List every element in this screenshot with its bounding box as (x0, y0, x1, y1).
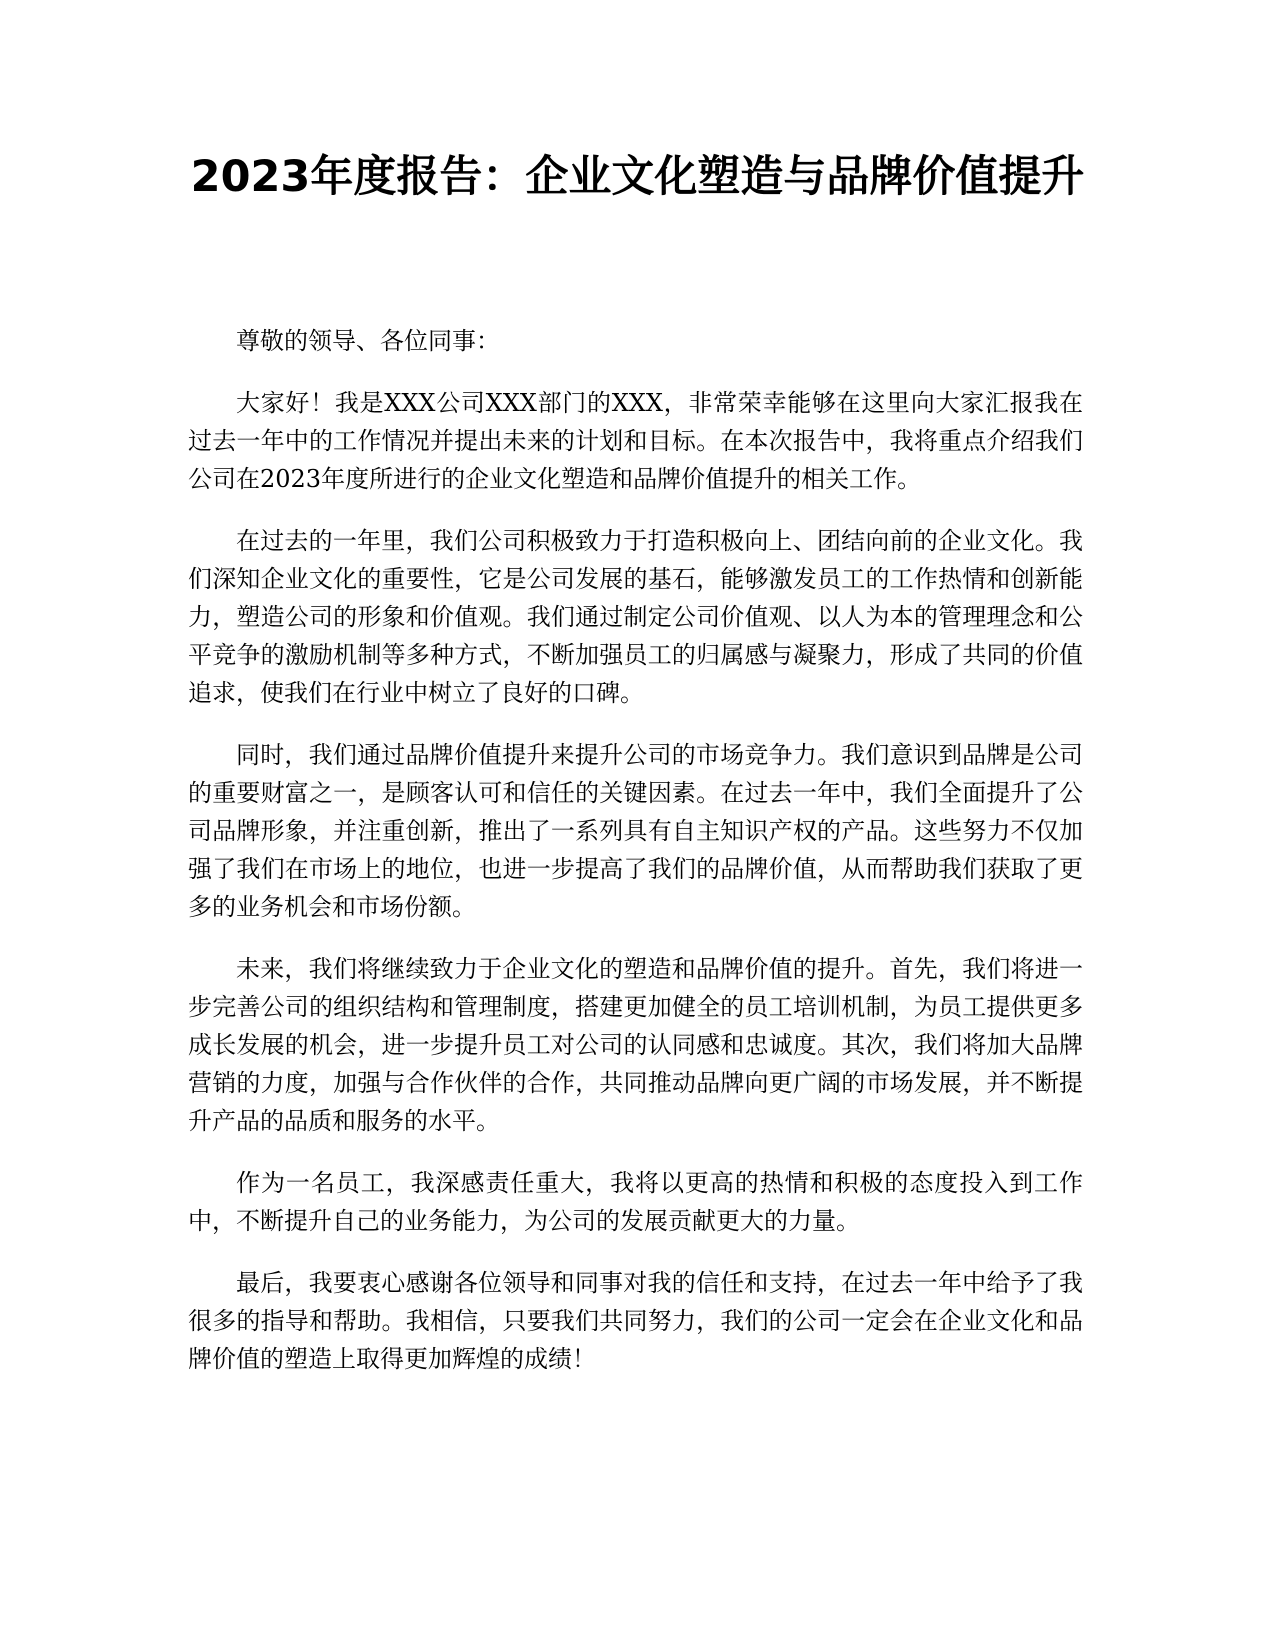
document-body (188, 322, 1083, 1402)
closing-paragraph: 最后，我要衷心感谢各位领导和同事对我的信任和支持，在过去一年中给予了我很多的指导和帮助。我相信，只要我们共同努力，我们的公司一定会在企业文化和品牌价值的塑造上取得更加辉煌的成绩！ (188, 1269, 1083, 1373)
intro-paragraph: 大家好！我是XXX公司XXX部门的XXX，非常荣幸能够在这里向大家汇报我在过去一年中的工作情况并提出未来的计划和目标。在本次报告中，我将重点介绍我们公司在2023年度所进行的企业文化塑造和品牌价值提升的相关工作。 (188, 389, 1083, 493)
brand-paragraph: 同时，我们通过品牌价值提升来提升公司的市场竞争力。我们意识到品牌是公司的重要财富之一，是顾客认可和信任的关键因素。在过去一年中，我们全面提升了公司品牌形象，并注重创新，推出了一系列具有自主知识产权的产品。这些努力不仅加强了我们在市场上的地位，也进一步提高了我们的品牌价值，从而帮助我们获取了更多的业务机会和市场份额。 (188, 741, 1083, 921)
future-paragraph: 未来，我们将继续致力于企业文化的塑造和品牌价值的提升。首先，我们将进一步完善公司的组织结构和管理制度，搭建更加健全的员工培训机制，为员工提供更多成长发展的机会，进一步提升员工对公司的认同感和忠诚度。其次，我们将加大品牌营销的力度，加强与合作伙伴的合作，共同推动品牌向更广阔的市场发展，并不断提升产品的品质和服务的水平。 (188, 955, 1083, 1135)
culture-paragraph: 在过去的一年里，我们公司积极致力于打造积极向上、团结向前的企业文化。我们深知企业文化的重要性，它是公司发展的基石，能够激发员工的工作热情和创新能力，塑造公司的形象和价值观。我们通过制定公司价值观、以人为本的管理理念和公平竞争的激励机制等多种方式，不断加强员工的归属感与凝聚力，形成了共同的价值追求，使我们在行业中树立了良好的口碑。 (188, 527, 1083, 707)
document-title: 2023年度报告：企业文化塑造与品牌价值提升 (190, 152, 1085, 202)
salutation-paragraph: 尊敬的领导、各位同事： (236, 327, 500, 355)
commitment-paragraph: 作为一名员工，我深感责任重大，我将以更高的热情和积极的态度投入到工作中，不断提升自己的业务能力，为公司的发展贡献更大的力量。 (188, 1169, 1083, 1235)
